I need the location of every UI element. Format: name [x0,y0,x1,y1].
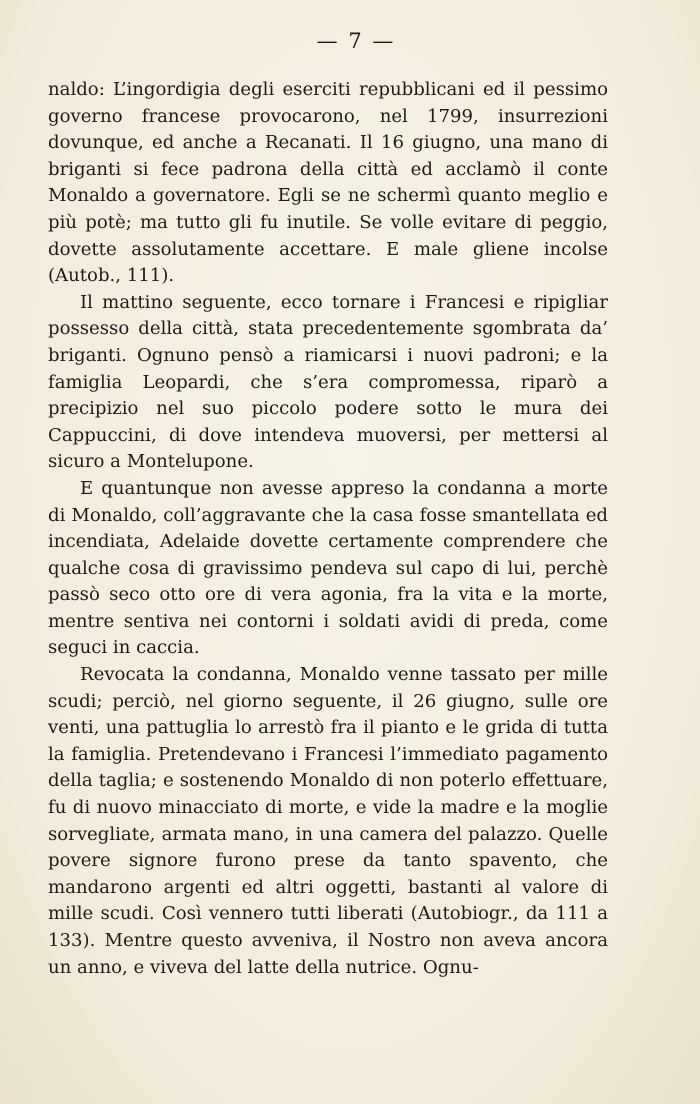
paragraph: E quantunque non avesse appreso la condanna a morte di Monaldo, coll’aggravante che la casa fosse smantellata ed incendiata, Adelaide dovette certamente comprendere che qualche cosa di gravissimo pendeva sul capo di lui, perchè passò seco otto ore di vera agonia, fra la vita e la morte, mentre sentiva nei contorni i soldati avidi di preda, come seguci in caccia. [48,477,608,659]
paragraph: Revocata la condanna, Monaldo venne tassato per mille scudi; perciò, nel giorno seguente, il 26 giugno, sulle ore venti, una pattuglia lo arrestò fra il pianto e le grida di tutta la famiglia. Pretendevano i Francesi l’immediato pagamento della taglia; e sostenendo Monaldo di non poterlo effettuare, fu di nuovo minacciato di morte, e vide la madre e la moglie sorvegliate, armata mano, in una camera del palazzo. Quelle povere signore furono prese da tanto spavento, che mandarono argenti ed altri oggetti, bastanti al valore di mille scudi. Così vennero tutti liberati (Autobiogr., da 111 a 133). Mentre questo avveniva, il Nostro non aveva ancora un anno, e viveva del latte della nutrice. Ognu- [48,664,608,978]
body-text [48,77,608,981]
page-number: — 7 — [316,29,396,53]
paragraph: Il mattino seguente, ecco tornare i Francesi e ripigliar possesso della città, stata precedentemente sgombrata da’ briganti. Ognuno pensò a riamicarsi i nuovi padroni; e la famiglia Leopardi, che s’era compromessa, riparò a precipizio nel suo piccolo podere sotto le mura dei Cappuccini, di dove intendeva muoversi, per mettersi al sicuro a Montelupone. [48,291,608,473]
paragraph: naldo: L’ingordigia degli eserciti repubblicani ed il pessimo governo francese provocarono, nel 1799, insurrezioni dovunque, ed anche a Recanati. Il 16 giugno, una mano di briganti si fece padrona della città ed acclamò il conte Monaldo a governatore. Egli se ne schermì quanto meglio e più potè; ma tutto gli fu inutile. Se volle evitare di peggio, dovette assolutamente accettare. E male gliene incolse (Autob., 111). [48,79,608,287]
